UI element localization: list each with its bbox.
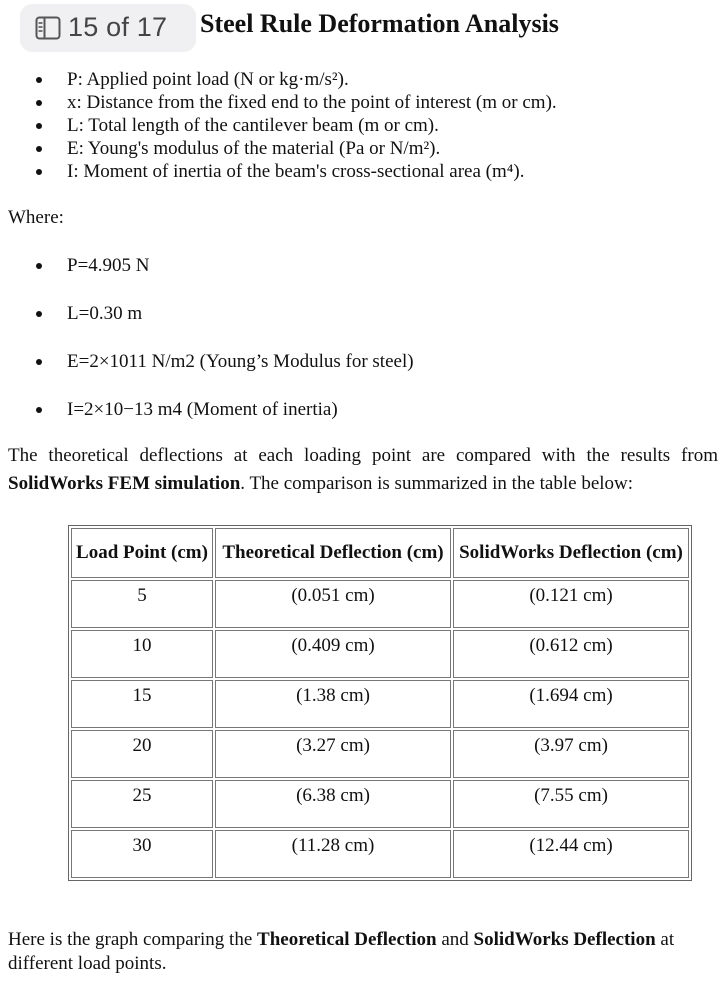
list-item: L=0.30 m: [0, 302, 721, 350]
table-row: [71, 630, 689, 678]
list-item: x: Distance from the fixed end to the point of interest (m or cm).: [0, 91, 721, 114]
where-label: Where:: [8, 207, 64, 228]
values-list: [0, 254, 721, 446]
table-cell: (0.051 cm): [215, 580, 451, 628]
bullet-icon: [36, 100, 42, 106]
table-cell: (1.38 cm): [215, 680, 451, 728]
intro-rest: . The comparison is summarized in the table below:: [240, 473, 634, 494]
table-cell: (11.28 cm): [215, 830, 451, 878]
intro-bold: SolidWorks FEM simulation: [8, 473, 241, 494]
list-item: E=2×1011 N/m2 (Young’s Modulus for steel): [0, 350, 721, 398]
table-cell: (3.27 cm): [215, 730, 451, 778]
table-cell: (12.44 cm): [453, 830, 689, 878]
table-cell: 20: [71, 730, 213, 778]
list-item: I: Moment of inertia of the beam's cross-sectional area (m⁴).: [0, 160, 721, 183]
bullet-icon: [36, 169, 42, 175]
table-cell: 5: [71, 580, 213, 628]
table-header-row: [71, 528, 689, 578]
list-item: E: Young's modulus of the material (Pa or N/m²).: [0, 137, 721, 160]
bullet-icon: [36, 146, 42, 152]
page-indicator[interactable]: [20, 4, 196, 52]
closing-paragraph: Here is the graph comparing the Theoretical Deflection and SolidWorks Deflection at different load points.: [8, 929, 675, 974]
table-cell: (0.612 cm): [453, 630, 689, 678]
bullet-icon: [36, 359, 42, 365]
page-indicator-text: 15 of 17: [68, 12, 168, 42]
column-header: Load Point (cm): [71, 528, 213, 578]
page-thumbnail-icon: [35, 16, 61, 40]
list-item: I=2×10−13 m4 (Moment of inertia): [0, 398, 721, 446]
comparison-table: [68, 525, 692, 881]
table-cell: (1.694 cm): [453, 680, 689, 728]
table-cell: 30: [71, 830, 213, 878]
table-row: [71, 830, 689, 878]
definitions-list: [0, 68, 721, 183]
intro-paragraph: [8, 442, 718, 498]
bullet-icon: [36, 123, 42, 129]
list-item: P=4.905 N: [0, 254, 721, 302]
page-title: Steel Rule Deformation Analysis: [200, 9, 559, 38]
table-cell: (6.38 cm): [215, 780, 451, 828]
table-cell: 25: [71, 780, 213, 828]
bullet-icon: [36, 77, 42, 83]
table-cell: 15: [71, 680, 213, 728]
table-row: [71, 580, 689, 628]
table-row: [71, 680, 689, 728]
table-cell: (0.121 cm): [453, 580, 689, 628]
list-item: L: Total length of the cantilever beam (m or cm).: [0, 114, 721, 137]
bullet-icon: [36, 407, 42, 413]
column-header: SolidWorks Deflection (cm): [453, 528, 689, 578]
table-row: [71, 780, 689, 828]
column-header: Theoretical Deflection (cm): [215, 528, 451, 578]
table-row: [71, 730, 689, 778]
table-cell: (3.97 cm): [453, 730, 689, 778]
table-cell: 10: [71, 630, 213, 678]
intro-line: The theoretical deflections at each loading point are compared with the results from: [8, 445, 718, 466]
bullet-icon: [36, 263, 42, 269]
table-cell: (7.55 cm): [453, 780, 689, 828]
table-cell: (0.409 cm): [215, 630, 451, 678]
bullet-icon: [36, 311, 42, 317]
list-item: P: Applied point load (N or kg·m/s²).: [0, 68, 721, 91]
